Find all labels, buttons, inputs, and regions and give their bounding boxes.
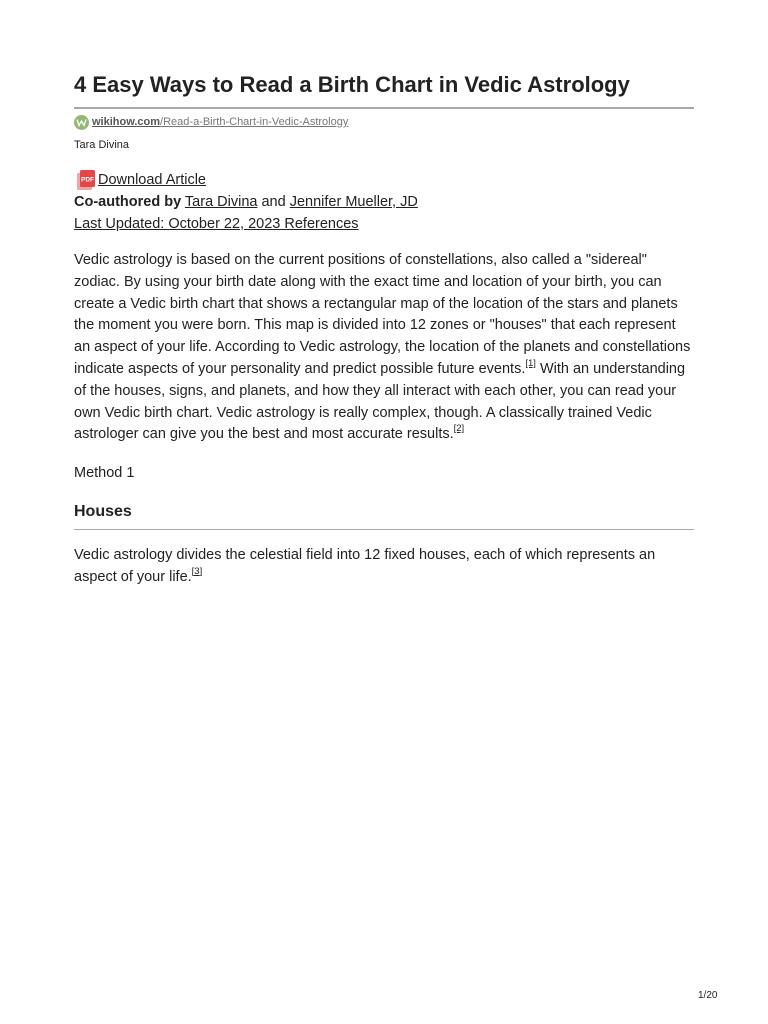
author-name: Tara Divina [74, 139, 130, 151]
reference-1-link[interactable]: [1] [525, 357, 536, 369]
reference-3-link[interactable]: [3] [191, 565, 203, 577]
intro-text-part2: With an understanding of the houses, signs, and planets, and how they all interact with each other, you can read your own Vedic birth chart. Vedic astrology is really complex, though. A classically trained Vedic astrologer can give you the best and most accurate results. [74, 360, 686, 443]
section-heading-houses: Houses [74, 503, 132, 520]
article-title: 4 Easy Ways to Read a Birth Chart in Vedic Astrology [74, 72, 630, 97]
section-divider [74, 529, 694, 530]
page-number: 1/20 [698, 990, 718, 1001]
source-path-link[interactable]: /Read-a-Birth-Chart-in-Vedic-Astrology [160, 116, 349, 128]
coauthored-prefix: Co-authored by [74, 194, 182, 210]
reference-2-link[interactable]: [2] [453, 423, 465, 435]
pdf-icon [76, 169, 96, 191]
wikihow-favicon-icon [74, 115, 89, 130]
download-article-row[interactable] [76, 169, 206, 191]
coauthor-joiner: and [257, 194, 290, 210]
coauthor-line [74, 193, 418, 211]
pdf-icon-label: PDF [81, 176, 94, 184]
intro-paragraph [74, 250, 694, 446]
source-link-row[interactable] [74, 113, 348, 131]
download-article-link[interactable]: Download Article [98, 172, 206, 188]
last-updated-line [74, 215, 359, 233]
houses-text: Vedic astrology divides the celestial field into 12 fixed houses, each of which represents an aspect of your life. [74, 547, 656, 585]
title-divider [74, 107, 694, 109]
source-domain-link[interactable]: wikihow.com [92, 116, 161, 128]
coauthor-1-link[interactable]: Tara Divina [184, 194, 258, 210]
intro-text-part1: Vedic astrology is based on the current positions of constellations, also called a "sidereal" zodiac. By using your birth date along with the exact time and location of your birth, you can create a Vedic birth chart that shows a rectangular map of the location of the stars and planets the moment you were born. This map is divided into 12 zones or "houses" that each represent an aspect of your life. According to Vedic astrology, the location of the planets and constellations indicate aspects of your personality and predict possible future events. [74, 252, 691, 377]
method-label: Method 1 [74, 465, 135, 481]
coauthor-2-link[interactable]: Jennifer Mueller, JD [289, 194, 418, 210]
last-updated-references-link[interactable]: Last Updated: October 22, 2023 References [74, 216, 359, 232]
houses-paragraph [74, 545, 694, 589]
